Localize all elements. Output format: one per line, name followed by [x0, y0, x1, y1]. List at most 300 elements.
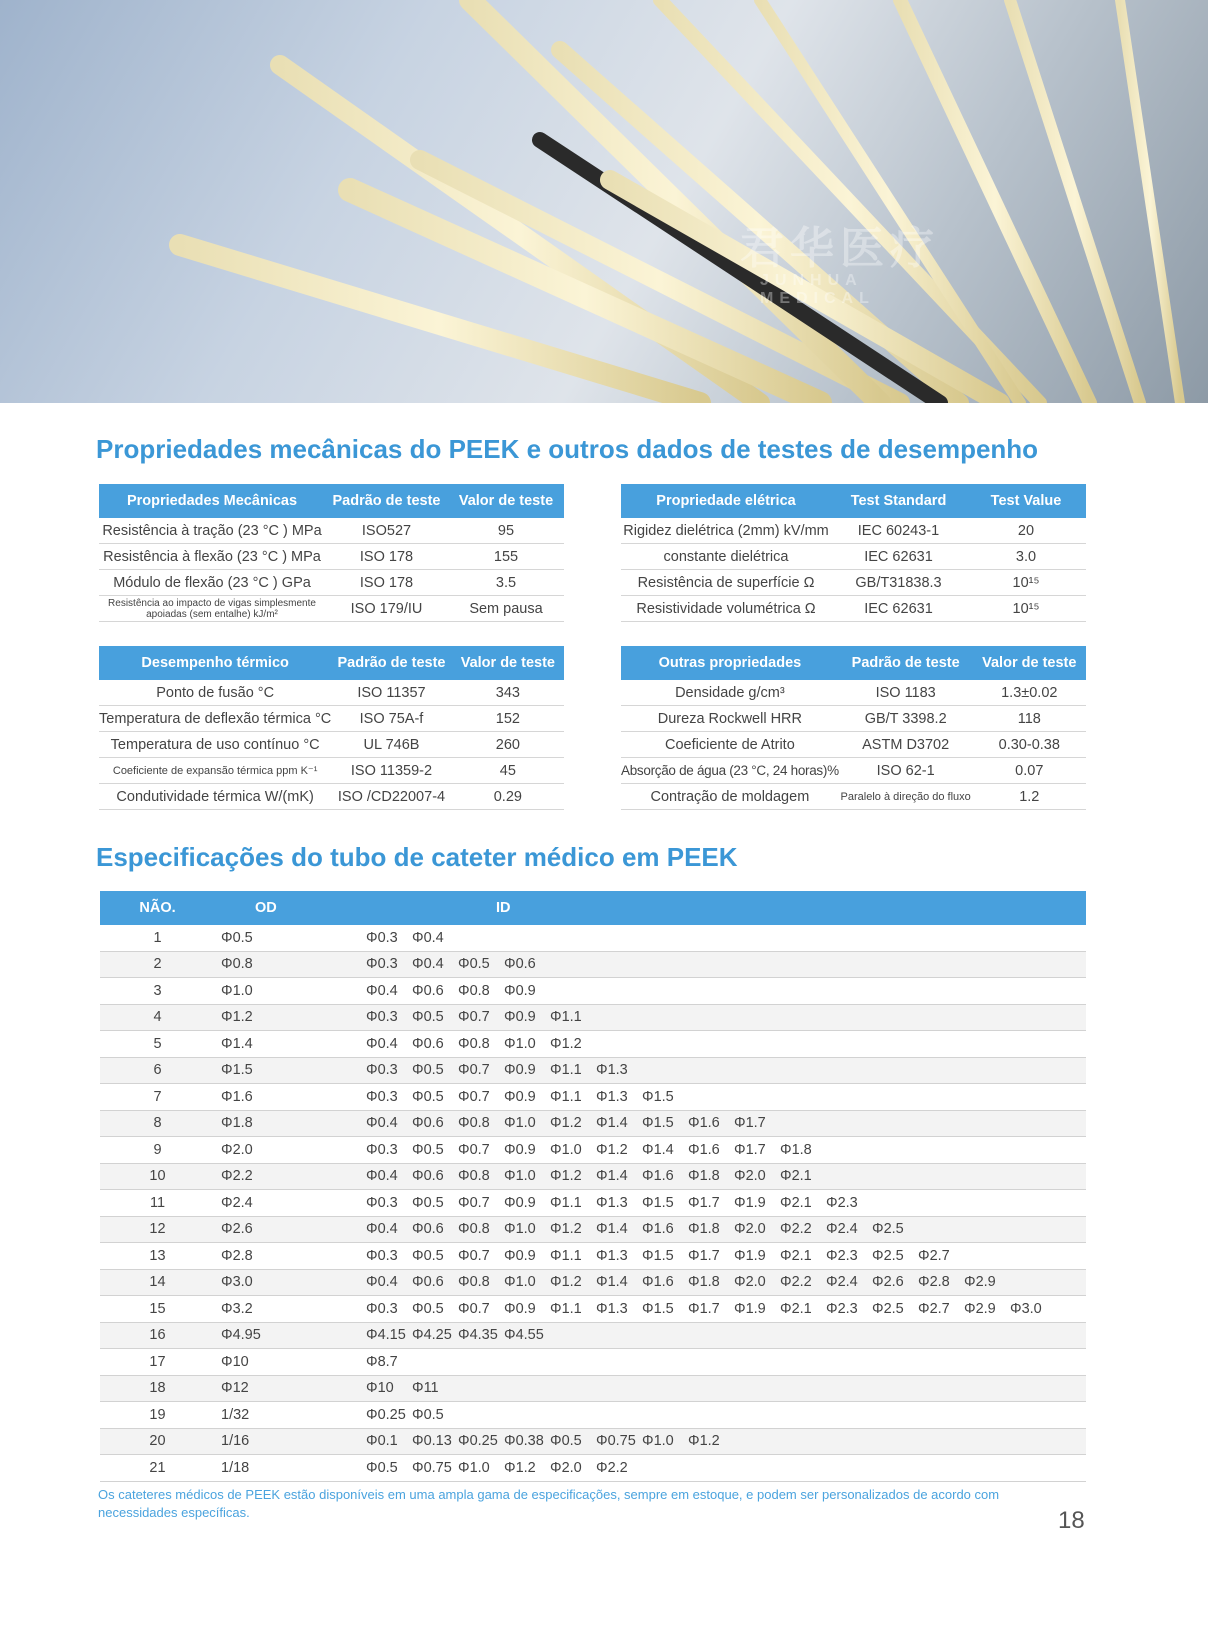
id-value: Φ2.0	[734, 1168, 766, 1185]
standard-cell: ISO 11357	[331, 680, 451, 706]
id-value: Φ0.3	[366, 1194, 398, 1211]
id-value: Φ0.3	[366, 956, 398, 973]
id-value: Φ4.15	[366, 1327, 406, 1344]
id-value: Φ1.0	[504, 1115, 536, 1132]
value-cell: 155	[448, 544, 564, 570]
id-value: Φ1.1	[550, 1088, 582, 1105]
id-value: Φ0.4	[366, 1115, 398, 1132]
column-header: Test Value	[966, 484, 1086, 518]
id-value: Φ1.6	[688, 1141, 720, 1158]
row-number-cell: 13	[100, 1243, 215, 1270]
tube-table-body	[100, 925, 1086, 1481]
property-cell: Rigidez dielétrica (2mm) kV/mm	[621, 518, 831, 544]
table-row	[100, 1137, 1086, 1164]
id-value: Φ0.3	[366, 1300, 398, 1317]
other-properties-table	[621, 646, 1086, 810]
id-value: Φ0.3	[366, 1009, 398, 1026]
row-number-cell: 15	[100, 1296, 215, 1323]
property-cell: Contração de moldagem	[621, 784, 839, 810]
id-value: Φ2.1	[780, 1247, 812, 1264]
id-value: Φ1.3	[596, 1300, 628, 1317]
table-row	[99, 596, 564, 622]
id-cell	[366, 1243, 1086, 1270]
footnote: Os cateteres médicos de PEEK estão disponíveis em uma ampla gama de especificações, sempre em estoque, e podem ser personalizados de acordo com necessidades específicas.	[98, 1487, 1000, 1520]
id-value: Φ1.3	[596, 1247, 628, 1264]
standard-cell: ASTM D3702	[839, 732, 973, 758]
id-value: Φ0.4	[412, 929, 444, 946]
table-row	[100, 1349, 1086, 1376]
id-value: Φ0.9	[504, 1300, 536, 1317]
id-value: Φ0.3	[366, 1088, 398, 1105]
table-row	[100, 1375, 1086, 1402]
id-value: Φ0.9	[504, 1062, 536, 1079]
id-value: Φ0.75	[596, 1433, 636, 1450]
id-value: Φ1.7	[734, 1141, 766, 1158]
id-cell	[366, 925, 1086, 951]
table-row	[100, 1402, 1086, 1429]
property-cell: Dureza Rockwell HRR	[621, 706, 839, 732]
id-value: Φ1.5	[642, 1115, 674, 1132]
id-value: Φ0.3	[366, 1247, 398, 1264]
id-value: Φ0.6	[412, 1115, 444, 1132]
id-value: Φ1.6	[642, 1168, 674, 1185]
value-cell: 343	[452, 680, 564, 706]
row-number-cell: 7	[100, 1084, 215, 1111]
id-cell	[366, 1163, 1086, 1190]
id-cell	[366, 1455, 1086, 1482]
id-value: Φ1.3	[596, 1088, 628, 1105]
id-cell	[366, 1269, 1086, 1296]
id-value: Φ0.7	[458, 1247, 490, 1264]
od-cell: Φ10	[215, 1349, 366, 1376]
id-value: Φ0.9	[504, 1194, 536, 1211]
id-value: Φ2.7	[918, 1247, 950, 1264]
id-cell	[366, 1110, 1086, 1137]
id-value: Φ0.7	[458, 1194, 490, 1211]
thermal-table	[99, 646, 564, 810]
standard-cell: ISO 179/IU	[325, 596, 448, 622]
id-value: Φ0.25	[366, 1406, 406, 1423]
id-value: Φ1.4	[596, 1168, 628, 1185]
id-value: Φ2.2	[780, 1274, 812, 1291]
column-header: Desempenho térmico	[99, 646, 331, 680]
id-value: Φ2.4	[826, 1221, 858, 1238]
row-number-cell: 21	[100, 1455, 215, 1482]
id-value: Φ0.25	[458, 1433, 498, 1450]
id-value: Φ1.0	[550, 1141, 582, 1158]
id-value: Φ0.8	[458, 1274, 490, 1291]
id-value: Φ2.4	[826, 1274, 858, 1291]
od-cell: Φ0.8	[215, 951, 366, 978]
id-value: Φ1.0	[504, 1035, 536, 1052]
standard-cell: ISO 178	[325, 544, 448, 570]
standard-cell: GB/T 3398.2	[839, 706, 973, 732]
id-cell	[366, 1004, 1086, 1031]
id-value: Φ0.1	[366, 1433, 398, 1450]
column-header: Valor de teste	[448, 484, 564, 518]
id-value: Φ1.0	[504, 1168, 536, 1185]
id-value: Φ1.1	[550, 1062, 582, 1079]
id-cell	[366, 978, 1086, 1005]
property-cell: Resistência à tração (23 °C ) MPa	[99, 518, 325, 544]
row-number-cell: 10	[100, 1163, 215, 1190]
id-value: Φ1.5	[642, 1247, 674, 1264]
id-cell	[366, 1190, 1086, 1217]
id-value: Φ0.7	[458, 1300, 490, 1317]
table-row	[99, 518, 564, 544]
id-value: Φ0.9	[504, 1009, 536, 1026]
id-value: Φ0.5	[412, 1194, 444, 1211]
od-cell: Φ2.4	[215, 1190, 366, 1217]
od-cell: Φ1.5	[215, 1057, 366, 1084]
id-value: Φ0.3	[366, 1141, 398, 1158]
id-cell	[366, 1322, 1086, 1349]
table-row	[100, 1216, 1086, 1243]
id-value: Φ0.6	[412, 1035, 444, 1052]
id-value: Φ3.0	[1010, 1300, 1042, 1317]
id-value: Φ0.3	[366, 929, 398, 946]
od-cell: Φ3.0	[215, 1269, 366, 1296]
id-value: Φ1.1	[550, 1009, 582, 1026]
id-value: Φ2.7	[918, 1300, 950, 1317]
table-row	[99, 544, 564, 570]
id-value: Φ2.3	[826, 1247, 858, 1264]
od-cell: Φ1.8	[215, 1110, 366, 1137]
id-value: Φ1.6	[688, 1115, 720, 1132]
id-value: Φ1.7	[688, 1194, 720, 1211]
id-value: Φ2.2	[780, 1221, 812, 1238]
id-value: Φ0.7	[458, 1062, 490, 1079]
id-value: Φ8.7	[366, 1353, 398, 1370]
id-value: Φ1.2	[504, 1459, 536, 1476]
standard-cell: Paralelo à direção do fluxo	[839, 784, 973, 810]
table-row	[99, 758, 564, 784]
id-value: Φ1.4	[596, 1115, 628, 1132]
id-value: Φ0.4	[366, 1168, 398, 1185]
id-cell	[366, 1402, 1086, 1429]
mechanical-table	[99, 484, 564, 622]
id-value: Φ0.5	[412, 1088, 444, 1105]
table-row	[621, 680, 1086, 706]
id-value: Φ0.75	[412, 1459, 452, 1476]
page-number: 18	[1058, 1507, 1085, 1534]
od-cell: Φ2.6	[215, 1216, 366, 1243]
od-cell: Φ2.8	[215, 1243, 366, 1270]
property-cell: Densidade g/cm³	[621, 680, 839, 706]
id-cell	[366, 951, 1086, 978]
property-cell: Coeficiente de Atrito	[621, 732, 839, 758]
id-value: Φ2.0	[734, 1221, 766, 1238]
id-cell	[366, 1057, 1086, 1084]
row-number-cell: 8	[100, 1110, 215, 1137]
id-value: Φ1.1	[550, 1247, 582, 1264]
id-value: Φ1.7	[688, 1247, 720, 1264]
property-cell: Resistividade volumétrica Ω	[621, 596, 831, 622]
id-value: Φ1.9	[734, 1247, 766, 1264]
id-value: Φ0.5	[412, 1062, 444, 1079]
id-value: Φ0.5	[412, 1406, 444, 1423]
table-row	[621, 732, 1086, 758]
id-value: Φ1.8	[780, 1141, 812, 1158]
id-value: Φ0.5	[412, 1141, 444, 1158]
column-header: Test Standard	[831, 484, 966, 518]
value-cell: 20	[966, 518, 1086, 544]
id-value: Φ0.6	[412, 1168, 444, 1185]
column-header: Propriedade elétrica	[621, 484, 831, 518]
id-value: Φ0.6	[412, 982, 444, 999]
id-value: Φ0.9	[504, 1141, 536, 1158]
id-value: Φ0.4	[366, 1274, 398, 1291]
table-row	[621, 596, 1086, 622]
id-value: Φ1.4	[596, 1221, 628, 1238]
id-value: Φ2.0	[734, 1274, 766, 1291]
id-value: Φ0.5	[550, 1433, 582, 1450]
id-value: Φ4.25	[412, 1327, 452, 1344]
id-value: Φ0.4	[366, 1035, 398, 1052]
standard-cell: IEC 60243-1	[831, 518, 966, 544]
id-value: Φ4.35	[458, 1327, 498, 1344]
id-cell	[366, 1375, 1086, 1402]
id-value: Φ2.2	[596, 1459, 628, 1476]
property-cell: Resistência ao impacto de vigas simplesmente apoiadas (sem entalhe) kJ/m²	[99, 596, 325, 622]
id-value: Φ1.0	[504, 1221, 536, 1238]
id-value: Φ1.4	[642, 1141, 674, 1158]
property-cell: Condutividade térmica W/(mK)	[99, 784, 331, 810]
table-row	[99, 784, 564, 810]
table-row	[100, 978, 1086, 1005]
property-cell: Módulo de flexão (23 °C ) GPa	[99, 570, 325, 596]
od-cell: 1/18	[215, 1455, 366, 1482]
id-value: Φ2.1	[780, 1194, 812, 1211]
od-cell: Φ1.2	[215, 1004, 366, 1031]
table-row	[100, 1455, 1086, 1482]
standard-cell: ISO 1183	[839, 680, 973, 706]
id-value: Φ0.9	[504, 1247, 536, 1264]
table-row	[621, 518, 1086, 544]
id-cell	[366, 1428, 1086, 1455]
id-value: Φ1.9	[734, 1194, 766, 1211]
id-value: Φ2.0	[550, 1459, 582, 1476]
id-value: Φ1.2	[550, 1274, 582, 1291]
value-cell: 1.2	[973, 784, 1086, 810]
table-header-row	[100, 891, 1086, 925]
column-header-no: NÃO.	[100, 891, 215, 925]
od-cell: Φ0.5	[215, 925, 366, 951]
row-number-cell: 1	[100, 925, 215, 951]
id-value: Φ0.5	[458, 956, 490, 973]
table-row	[99, 706, 564, 732]
id-value: Φ0.9	[504, 1088, 536, 1105]
value-cell: 0.29	[452, 784, 564, 810]
id-value: Φ1.5	[642, 1300, 674, 1317]
id-cell	[366, 1084, 1086, 1111]
id-value: Φ0.8	[458, 982, 490, 999]
id-value: Φ2.3	[826, 1194, 858, 1211]
id-value: Φ1.8	[688, 1168, 720, 1185]
row-number-cell: 17	[100, 1349, 215, 1376]
id-value: Φ1.3	[596, 1062, 628, 1079]
od-cell: 1/32	[215, 1402, 366, 1429]
id-value: Φ1.9	[734, 1300, 766, 1317]
property-cell: Ponto de fusão °C	[99, 680, 331, 706]
id-value: Φ2.8	[918, 1274, 950, 1291]
id-value: Φ1.0	[642, 1433, 674, 1450]
id-value: Φ0.6	[412, 1221, 444, 1238]
value-cell: 10¹⁵	[966, 570, 1086, 596]
row-number-cell: 2	[100, 951, 215, 978]
column-header: Padrão de teste	[331, 646, 451, 680]
table-row	[100, 1190, 1086, 1217]
id-value: Φ1.3	[596, 1194, 628, 1211]
value-cell: 0.30-0.38	[973, 732, 1086, 758]
property-cell: Absorção de água (23 °C, 24 horas)%	[621, 758, 839, 784]
id-value: Φ2.3	[826, 1300, 858, 1317]
table-header-row	[621, 484, 1086, 518]
column-header: Propriedades Mecânicas	[99, 484, 325, 518]
hero-image	[0, 0, 1208, 403]
od-cell: Φ12	[215, 1375, 366, 1402]
table-row	[100, 1004, 1086, 1031]
od-cell: 1/16	[215, 1428, 366, 1455]
table-row	[100, 1269, 1086, 1296]
id-value: Φ1.2	[688, 1433, 720, 1450]
standard-cell: ISO 62-1	[839, 758, 973, 784]
row-number-cell: 9	[100, 1137, 215, 1164]
value-cell: 10¹⁵	[966, 596, 1086, 622]
id-cell	[366, 1137, 1086, 1164]
table-row	[99, 680, 564, 706]
column-header: Padrão de teste	[839, 646, 973, 680]
table-row	[99, 732, 564, 758]
tube-spec-table	[100, 891, 1086, 1482]
id-value: Φ0.5	[412, 1247, 444, 1264]
table-row	[621, 570, 1086, 596]
id-value: Φ1.6	[642, 1221, 674, 1238]
standard-cell: GB/T31838.3	[831, 570, 966, 596]
id-value: Φ2.5	[872, 1247, 904, 1264]
id-value: Φ1.5	[642, 1088, 674, 1105]
electrical-table	[621, 484, 1086, 622]
id-value: Φ10	[366, 1380, 394, 1397]
id-value: Φ1.2	[550, 1168, 582, 1185]
id-cell	[366, 1296, 1086, 1323]
table-row	[100, 1243, 1086, 1270]
od-cell: Φ1.0	[215, 978, 366, 1005]
standard-cell: ISO 75A-f	[331, 706, 451, 732]
id-value: Φ0.9	[504, 982, 536, 999]
standard-cell: ISO527	[325, 518, 448, 544]
table-row	[100, 1322, 1086, 1349]
table-row	[100, 1296, 1086, 1323]
row-number-cell: 20	[100, 1428, 215, 1455]
id-value: Φ0.4	[366, 1221, 398, 1238]
id-value: Φ1.0	[458, 1459, 490, 1476]
table-row	[100, 951, 1086, 978]
id-value: Φ2.5	[872, 1221, 904, 1238]
table-row	[100, 1110, 1086, 1137]
id-value: Φ1.2	[550, 1035, 582, 1052]
id-value: Φ0.13	[412, 1433, 452, 1450]
column-header: Padrão de teste	[325, 484, 448, 518]
peek-tubes-illustration	[0, 0, 1208, 403]
property-cell: Resistência de superfície Ω	[621, 570, 831, 596]
section-title-tube-specs: Especificações do tubo de cateter médico em PEEK	[96, 842, 738, 872]
row-number-cell: 11	[100, 1190, 215, 1217]
standard-cell: IEC 62631	[831, 596, 966, 622]
id-value: Φ1.4	[596, 1274, 628, 1291]
standard-cell: ISO 11359-2	[331, 758, 451, 784]
row-number-cell: 6	[100, 1057, 215, 1084]
id-value: Φ0.38	[504, 1433, 544, 1450]
id-value: Φ0.6	[504, 956, 536, 973]
id-cell	[366, 1031, 1086, 1058]
watermark-en: JUNHUA MEDICAL	[760, 272, 875, 307]
row-number-cell: 19	[100, 1402, 215, 1429]
id-value: Φ0.6	[412, 1274, 444, 1291]
table-header-row	[99, 484, 564, 518]
table-row	[100, 1084, 1086, 1111]
value-cell: 3.0	[966, 544, 1086, 570]
id-value: Φ2.6	[872, 1274, 904, 1291]
value-cell: 260	[452, 732, 564, 758]
id-value: Φ1.2	[596, 1141, 628, 1158]
column-header: Valor de teste	[452, 646, 564, 680]
id-value: Φ0.5	[412, 1009, 444, 1026]
value-cell: 1.3±0.02	[973, 680, 1086, 706]
id-value: Φ0.3	[366, 1062, 398, 1079]
standard-cell: IEC 62631	[831, 544, 966, 570]
value-cell: Sem pausa	[448, 596, 564, 622]
table-header-row	[621, 646, 1086, 680]
id-cell	[366, 1349, 1086, 1376]
id-value: Φ0.4	[412, 956, 444, 973]
id-value: Φ2.9	[964, 1300, 996, 1317]
id-value: Φ0.5	[412, 1300, 444, 1317]
table-row	[100, 925, 1086, 951]
id-value: Φ0.8	[458, 1115, 490, 1132]
column-header: Valor de teste	[973, 646, 1086, 680]
id-value: Φ2.1	[780, 1300, 812, 1317]
id-value: Φ1.5	[642, 1194, 674, 1211]
od-cell: Φ1.4	[215, 1031, 366, 1058]
standard-cell: UL 746B	[331, 732, 451, 758]
id-value: Φ0.7	[458, 1141, 490, 1158]
id-value: Φ1.2	[550, 1221, 582, 1238]
column-header-id: ID	[366, 891, 1086, 925]
property-cell: Temperatura de deflexão térmica °C	[99, 706, 331, 732]
id-value: Φ1.1	[550, 1300, 582, 1317]
watermark-logo	[660, 212, 950, 307]
value-cell: 0.07	[973, 758, 1086, 784]
value-cell: 118	[973, 706, 1086, 732]
value-cell: 45	[452, 758, 564, 784]
id-value: Φ1.6	[642, 1274, 674, 1291]
table-row	[100, 1057, 1086, 1084]
property-cell: constante dielétrica	[621, 544, 831, 570]
table-header-row	[99, 646, 564, 680]
id-value: Φ2.9	[964, 1274, 996, 1291]
table-row	[100, 1428, 1086, 1455]
row-number-cell: 4	[100, 1004, 215, 1031]
table-row	[100, 1163, 1086, 1190]
value-cell: 95	[448, 518, 564, 544]
row-number-cell: 5	[100, 1031, 215, 1058]
id-value: Φ1.7	[688, 1300, 720, 1317]
id-value: Φ0.5	[366, 1459, 398, 1476]
table-row	[621, 758, 1086, 784]
column-header: Outras propriedades	[621, 646, 839, 680]
row-number-cell: 14	[100, 1269, 215, 1296]
